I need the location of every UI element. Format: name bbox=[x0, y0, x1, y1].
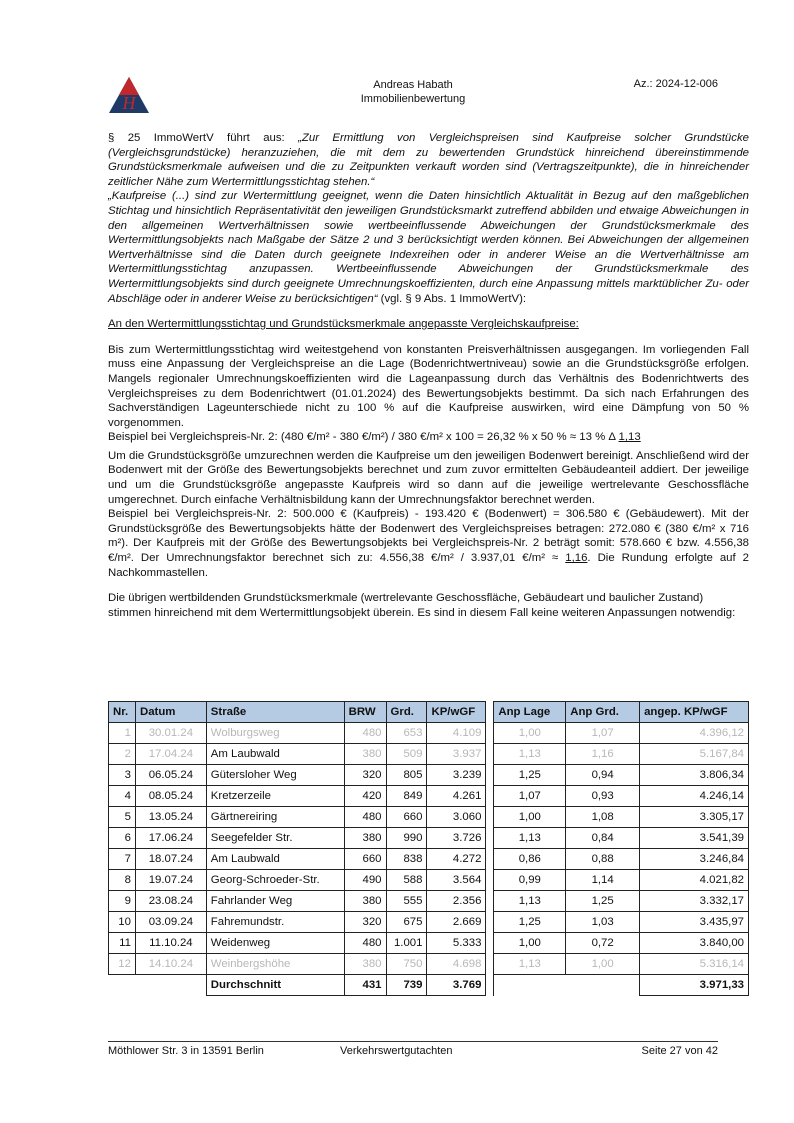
table-cell: 7 bbox=[109, 849, 136, 870]
empty-cell bbox=[566, 975, 640, 996]
table-cell: 1,00 bbox=[494, 723, 566, 744]
section-heading bbox=[108, 317, 749, 332]
cell-spacer bbox=[486, 765, 494, 786]
table-cell: Georg-Schroeder-Str. bbox=[206, 870, 344, 891]
cell-spacer bbox=[486, 849, 494, 870]
table-cell: 9 bbox=[109, 891, 136, 912]
table-cell: 380 bbox=[344, 744, 386, 765]
table-cell: 3.806,34 bbox=[640, 765, 749, 786]
table-cell: 480 bbox=[344, 807, 386, 828]
table-cell: 12 bbox=[109, 954, 136, 975]
table-cell: 660 bbox=[386, 807, 427, 828]
example-groesse-tail: . Die Rundung erfolgte auf 2 Nachkommastellen. bbox=[108, 552, 749, 579]
cell-spacer bbox=[486, 828, 494, 849]
cell-spacer bbox=[486, 912, 494, 933]
table-cell: 380 bbox=[344, 891, 386, 912]
table-cell: 653 bbox=[386, 723, 427, 744]
table-cell: 19.07.24 bbox=[135, 870, 206, 891]
table-cell: 1,25 bbox=[494, 765, 566, 786]
table-cell: 10 bbox=[109, 912, 136, 933]
table-cell: 1,00 bbox=[494, 933, 566, 954]
table-cell: 675 bbox=[386, 912, 427, 933]
table-cell: Weidenweg bbox=[206, 933, 344, 954]
table-cell: 4.109 bbox=[427, 723, 486, 744]
example-groesse-text: Beispiel bei Vergleichspreis-Nr. 2: 500.000 € (Kaufpreis) - 193.420 € (Bodenwert) = 306.580 € (Gebäudewert). Mit der Grundstücksgröße des Bewertungsobjekts hätte der Bodenwert des Vergleichspreises betragen: 272.080 € (380 €/m² x 716 m²). Der Kaufpreis mit der Größe des Bewertungsobjekts bei Vergleichspreis-Nr. 2 beträgt somit: 578.660 € bzw. 4.556,38 €/m². Der Umrechnungsfaktor berechnet sich zu: 4.556,38 €/m² / 3.937,01 €/m² ≈ bbox=[108, 508, 749, 565]
average-cell: 431 bbox=[344, 975, 386, 996]
table-cell: 1,00 bbox=[494, 807, 566, 828]
table-cell: 1,07 bbox=[566, 723, 640, 744]
table-cell: 0,84 bbox=[566, 828, 640, 849]
table-cell: 3 bbox=[109, 765, 136, 786]
table-cell: 06.05.24 bbox=[135, 765, 206, 786]
table-body bbox=[109, 723, 749, 996]
table-row bbox=[109, 954, 749, 975]
table-cell: 1,13 bbox=[494, 828, 566, 849]
table-cell: 8 bbox=[109, 870, 136, 891]
average-cell: 3.971,33 bbox=[640, 975, 749, 996]
header-author bbox=[108, 78, 718, 106]
table-cell: 1,13 bbox=[494, 891, 566, 912]
table-cell: 1,25 bbox=[494, 912, 566, 933]
table-cell: Fahrlander Weg bbox=[206, 891, 344, 912]
table-cell: 4.246,14 bbox=[640, 786, 749, 807]
table-cell: 4.698 bbox=[427, 954, 486, 975]
cell-spacer bbox=[486, 807, 494, 828]
section-heading-text: An den Wertermittlungsstichtag und Grundstücksmerkmale angepasste Vergleichskaufpreise: bbox=[108, 318, 579, 331]
col-header-brw: BRW bbox=[344, 702, 386, 723]
table-cell: 320 bbox=[344, 912, 386, 933]
table-cell: 1,16 bbox=[566, 744, 640, 765]
quote-paragraph-2 bbox=[108, 189, 749, 306]
table-cell: 1,25 bbox=[566, 891, 640, 912]
table-cell: 13.05.24 bbox=[135, 807, 206, 828]
empty-cell bbox=[135, 975, 206, 996]
table-cell: 2.669 bbox=[427, 912, 486, 933]
table-cell: 588 bbox=[386, 870, 427, 891]
table-cell: Seegefelder Str. bbox=[206, 828, 344, 849]
table-cell: 5.167,84 bbox=[640, 744, 749, 765]
cell-spacer bbox=[486, 933, 494, 954]
table-cell: 0,88 bbox=[566, 849, 640, 870]
cell-spacer bbox=[486, 723, 494, 744]
empty-cell bbox=[109, 975, 136, 996]
table-cell: 380 bbox=[344, 828, 386, 849]
cell-spacer bbox=[486, 954, 494, 975]
table-cell: 03.09.24 bbox=[135, 912, 206, 933]
table-cell: Gärtnereiring bbox=[206, 807, 344, 828]
table-cell: 3.541,39 bbox=[640, 828, 749, 849]
table-cell: Fahremundstr. bbox=[206, 912, 344, 933]
footer-page-number: Seite 27 von 42 bbox=[641, 1045, 718, 1057]
col-header-anp-lage: Anp Lage bbox=[494, 702, 566, 723]
table-cell: 380 bbox=[344, 954, 386, 975]
table-row bbox=[109, 723, 749, 744]
table-cell: Am Laubwald bbox=[206, 849, 344, 870]
table-cell: 990 bbox=[386, 828, 427, 849]
table-row bbox=[109, 891, 749, 912]
table-cell: 849 bbox=[386, 786, 427, 807]
table-cell: Gütersloher Weg bbox=[206, 765, 344, 786]
quote-1-text: „Zur Ermittlung von Vergleichspreisen sind Kaufpreise solcher Grundstücke (Vergleichsgrundstücke) heranzuziehen, die mit dem zu bewertenden Grundstück hinreichend übereinstimmende Grundstücksmerkmale aufweisen und die zu Zeitpunkten verkauft worden sind (Vertragszeitpunkte), die in hinreichender zeitlicher Nähe zum Wertermittlungsstichtag stehen.“ bbox=[108, 132, 749, 188]
table-cell: 1 bbox=[109, 723, 136, 744]
footer-document: Verkehrswertgutachten bbox=[340, 1045, 453, 1057]
example-groesse-result: 1,16 bbox=[565, 552, 588, 565]
table-cell: 30.01.24 bbox=[135, 723, 206, 744]
average-cell: 739 bbox=[386, 975, 427, 996]
page-header bbox=[108, 76, 718, 116]
example-lage-result: 1,13 bbox=[618, 431, 641, 444]
table-cell: Am Laubwald bbox=[206, 744, 344, 765]
example-lage bbox=[108, 430, 749, 445]
author-subtitle: Immobilienbewertung bbox=[360, 93, 466, 105]
table-cell: 0,94 bbox=[566, 765, 640, 786]
table-cell: 4 bbox=[109, 786, 136, 807]
table-row bbox=[109, 870, 749, 891]
table-cell: 750 bbox=[386, 954, 427, 975]
table-cell: 3.564 bbox=[427, 870, 486, 891]
table-cell: 1,00 bbox=[566, 954, 640, 975]
table-cell: 1,08 bbox=[566, 807, 640, 828]
table-cell: 3.060 bbox=[427, 807, 486, 828]
quote-1-lead: § 25 ImmoWertV führt aus: bbox=[108, 132, 299, 144]
table-header-row bbox=[109, 702, 749, 723]
table-cell: 555 bbox=[386, 891, 427, 912]
comparison-price-table bbox=[108, 701, 749, 996]
average-row bbox=[109, 975, 749, 996]
table-cell: 1,14 bbox=[566, 870, 640, 891]
table-cell: 4.272 bbox=[427, 849, 486, 870]
average-cell: 3.769 bbox=[427, 975, 486, 996]
table-cell: 480 bbox=[344, 933, 386, 954]
table-cell: 08.05.24 bbox=[135, 786, 206, 807]
table-cell: 11.10.24 bbox=[135, 933, 206, 954]
file-reference: Az.: 2024-12-006 bbox=[633, 78, 718, 90]
author-name: Andreas Habath bbox=[373, 79, 453, 91]
col-spacer bbox=[486, 702, 494, 723]
table-cell: 5 bbox=[109, 807, 136, 828]
footer-address: Möthlower Str. 3 in 13591 Berlin bbox=[108, 1045, 264, 1057]
table-cell: 660 bbox=[344, 849, 386, 870]
col-header-angep-kp: angep. KP/wGF bbox=[640, 702, 749, 723]
table-cell: Kretzerzeile bbox=[206, 786, 344, 807]
table-cell: 3.937 bbox=[427, 744, 486, 765]
table-cell: 1,07 bbox=[494, 786, 566, 807]
cell-spacer bbox=[486, 891, 494, 912]
table-cell: 838 bbox=[386, 849, 427, 870]
table-cell: 5.316,14 bbox=[640, 954, 749, 975]
average-cell: Durchschnitt bbox=[206, 975, 344, 996]
table-cell: 480 bbox=[344, 723, 386, 744]
table-cell: 17.06.24 bbox=[135, 828, 206, 849]
table-row bbox=[109, 849, 749, 870]
table-cell: 509 bbox=[386, 744, 427, 765]
table-cell: 6 bbox=[109, 828, 136, 849]
svg-text:H: H bbox=[122, 93, 136, 113]
paragraph-conclusion: Die übrigen wertbildenden Grundstücksmerkmale (wertrelevante Geschossfläche, Gebäudeart und baulicher Zustand) stimmen hinreichend mit dem Wertermittlungsobjekt überein. Es sind in diesem Fall keine weiteren Anpassungen notwendig: bbox=[108, 592, 736, 619]
table-cell: 1,13 bbox=[494, 954, 566, 975]
col-header-anp-grd: Anp Grd. bbox=[566, 702, 640, 723]
cell-spacer bbox=[486, 786, 494, 807]
table-cell: 3.840,00 bbox=[640, 933, 749, 954]
paragraph-lage: Bis zum Wertermittlungsstichtag wird weitestgehend von konstanten Preisverhältnissen ausgegangen. Im vorliegenden Fall muss eine Anpassung der Vergleichspreise an die Lage (Bodenrichtwertniveau) sowie an die Grundstücksgröße erfolgen. Mangels regionaler Umrechnungskoeffizienten wird die Lageanpassung durch das Verhältnis des Bodenrichtwerts des Vergleichspreises zu dem Bodenrichtwert (01.01.2024) des Bewertungsobjekts bestimmt. Da sich nach Erfahrungen des Sachverständigen Lageunterschiede nicht zu 100 % auf die Kaufpreise auswirken, wird eine Dämpfung von 50 % vorgenommen. bbox=[108, 343, 749, 429]
table-cell: 14.10.24 bbox=[135, 954, 206, 975]
quote-2-reference: (vgl. § 9 Abs. 1 ImmoWertV): bbox=[377, 292, 527, 305]
table-cell: 3.305,17 bbox=[640, 807, 749, 828]
table-cell: 490 bbox=[344, 870, 386, 891]
example-lage-text: Beispiel bei Vergleichspreis-Nr. 2: (480 €/m² - 380 €/m²) / 380 €/m² x 100 = 26,32 % x 50 % ≈ 13 % Δ bbox=[108, 431, 619, 444]
col-header-strasse: Straße bbox=[206, 702, 344, 723]
table-cell: 4.021,82 bbox=[640, 870, 749, 891]
table-cell: 23.08.24 bbox=[135, 891, 206, 912]
empty-cell bbox=[494, 975, 566, 996]
table-cell: 3.239 bbox=[427, 765, 486, 786]
table-cell: 2.356 bbox=[427, 891, 486, 912]
table-cell: 4.396,12 bbox=[640, 723, 749, 744]
table-cell: 0,72 bbox=[566, 933, 640, 954]
table-cell: 805 bbox=[386, 765, 427, 786]
table-cell: 1,03 bbox=[566, 912, 640, 933]
table-row bbox=[109, 765, 749, 786]
table-cell: 5.333 bbox=[427, 933, 486, 954]
table-cell: 3.246,84 bbox=[640, 849, 749, 870]
table-row bbox=[109, 912, 749, 933]
table-cell: 17.04.24 bbox=[135, 744, 206, 765]
table-cell: 3.332,17 bbox=[640, 891, 749, 912]
example-groesse bbox=[108, 507, 749, 580]
table-cell: 3.435,97 bbox=[640, 912, 749, 933]
table-cell: 0,99 bbox=[494, 870, 566, 891]
table-cell: 4.261 bbox=[427, 786, 486, 807]
quote-2-text: „Kaufpreise (...) sind zur Wertermittlung geeignet, wenn die Daten hinsichtlich Aktualität in Bezug auf den maßgeblichen Stichtag und hinsichtlich Repräsentativität den jeweiligen Grundstücksmarkt zutreffend abbilden und etwaige Abweichungen in den allgemeinen Wertverhältnissen sowie wertbeeinflussende Abweichungen der Grundstücksmerkmale des Wertermittlungsobjekts nach Maßgabe der Sätze 2 und 3 berücksichtigt werden können. Bei Abweichungen der allgemeinen Wertverhältnisse sind die Daten durch geeignete Indexreihen oder in anderer Weise an die Wertverhältnisse am Wertermittlungsstichtag anzupassen. Wertbeeinflussende Abweichungen der Grundstücksmerkmale des Wertermittlungsobjekts sind durch geeignete Umrechnungskoeffizienten, durch eine Anpassung mittels marktüblicher Zu- oder Abschläge oder in anderer Weise zu berücksichtigen“ bbox=[108, 190, 749, 305]
table-cell: Weinbergshöhe bbox=[206, 954, 344, 975]
table-cell: 11 bbox=[109, 933, 136, 954]
table-cell: 420 bbox=[344, 786, 386, 807]
empty-cell bbox=[486, 975, 494, 996]
col-header-kp: KP/wGF bbox=[427, 702, 486, 723]
col-header-nr: Nr. bbox=[109, 702, 136, 723]
table-cell: Wolburgsweg bbox=[206, 723, 344, 744]
cell-spacer bbox=[486, 870, 494, 891]
table-cell: 0,93 bbox=[566, 786, 640, 807]
table-cell: 1,13 bbox=[494, 744, 566, 765]
quote-paragraph-1 bbox=[108, 131, 749, 189]
table-row bbox=[109, 786, 749, 807]
table-cell: 18.07.24 bbox=[135, 849, 206, 870]
table-cell: 2 bbox=[109, 744, 136, 765]
col-header-datum: Datum bbox=[135, 702, 206, 723]
col-header-grd: Grd. bbox=[386, 702, 427, 723]
table-cell: 3.726 bbox=[427, 828, 486, 849]
table-row bbox=[109, 807, 749, 828]
page-footer bbox=[108, 1041, 718, 1057]
document-body bbox=[108, 131, 749, 620]
table-row bbox=[109, 744, 749, 765]
cell-spacer bbox=[486, 744, 494, 765]
table-row bbox=[109, 828, 749, 849]
table-cell: 320 bbox=[344, 765, 386, 786]
table-cell: 0,86 bbox=[494, 849, 566, 870]
table-cell: 1.001 bbox=[386, 933, 427, 954]
table-row bbox=[109, 933, 749, 954]
paragraph-groesse: Um die Grundstücksgröße umzurechnen werden die Kaufpreise um den jeweiligen Bodenwert bereinigt. Anschließend wird der Bodenwert mit der Größe des Bewertungsobjekts berechnet und zum zuvor ermittelten Gebäudeanteil addiert. Der jeweilige und um die Grundstücksgröße angepasste Kaufpreis wird so dann auf die jeweilige wertrelevante Geschossfläche umgerechnet. Durch einfache Verhältnisbildung kann der Umrechnungsfaktor berechnet werden. bbox=[108, 449, 749, 506]
